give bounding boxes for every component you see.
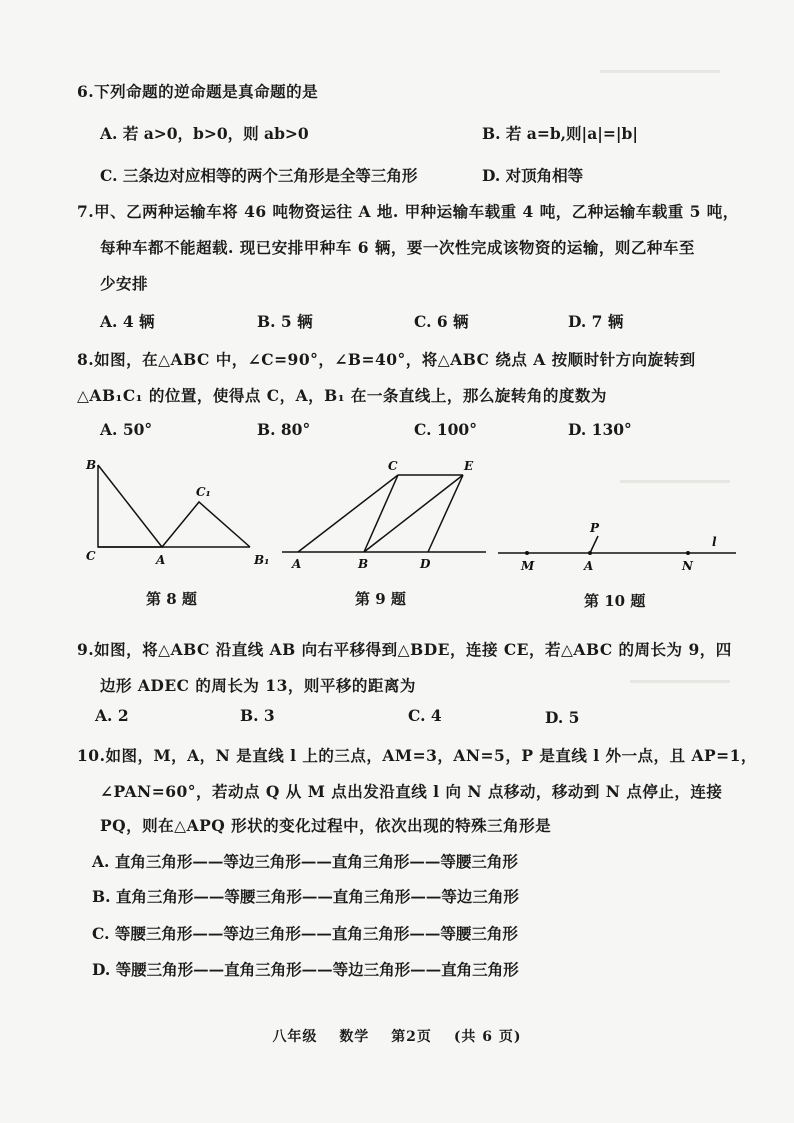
fig8-label-a: A bbox=[156, 553, 166, 567]
fig10-label-n: N bbox=[682, 559, 693, 573]
triangle-abc bbox=[98, 465, 162, 547]
segment-be bbox=[364, 475, 463, 552]
q7-option-b: B. 5 辆 bbox=[257, 312, 313, 331]
fig9-caption: 第 9 题 bbox=[355, 590, 406, 608]
fig8-label-c: C bbox=[86, 549, 96, 563]
q9-option-a: A. 2 bbox=[95, 706, 129, 725]
figures-row bbox=[0, 452, 794, 592]
bleed-mark bbox=[630, 680, 730, 683]
q9-line1: 9.如图，将△ABC 沿直线 AB 向右平移得到△BDE，连接 CE，若△ABC 的周长为 9，四 bbox=[77, 640, 732, 659]
q10-option-a: A. 直角三角形——等边三角形——直角三角形——等腰三角形 bbox=[92, 852, 518, 871]
q7-option-a: A. 4 辆 bbox=[100, 312, 155, 331]
fig8-caption: 第 8 题 bbox=[146, 590, 197, 608]
bleed-mark bbox=[600, 70, 720, 73]
q7-line3: 少安排 bbox=[100, 274, 149, 293]
fig9-label-a: A bbox=[292, 557, 302, 571]
q10-line3: PQ，则在△APQ 形状的变化过程中，依次出现的特殊三角形是 bbox=[100, 816, 552, 835]
fig8-label-b: B bbox=[86, 458, 97, 472]
fig10-caption: 第 10 题 bbox=[584, 592, 646, 610]
q6-option-b: B. 若 a=b,则|a|=|b| bbox=[482, 124, 638, 143]
q9-option-d: D. 5 bbox=[545, 708, 580, 727]
figure-9 bbox=[282, 475, 486, 552]
q9-line2: 边形 ADEC 的周长为 13，则平移的距离为 bbox=[100, 676, 416, 695]
q8-option-d: D. 130° bbox=[568, 420, 632, 439]
segment-ac bbox=[298, 475, 398, 552]
point-n bbox=[686, 551, 690, 555]
q10-option-d: D. 等腰三角形——直角三角形——等边三角形——直角三角形 bbox=[92, 960, 519, 979]
q6-option-a: A. 若 a>0，b>0，则 ab>0 bbox=[100, 124, 309, 143]
segment-bc bbox=[364, 475, 398, 552]
q6-option-c: C. 三条边对应相等的两个三角形是全等三角形 bbox=[100, 166, 418, 185]
q7-line1: 7.甲、乙两种运输车将 46 吨物资运往 A 地. 甲种运输车载重 4 吨，乙种运输车载重 5 吨， bbox=[77, 202, 739, 221]
q8-line1: 8.如图，在△ABC 中，∠C=90°，∠B=40°，将△ABC 绕点 A 按顺时针方向旋转到 bbox=[77, 350, 696, 369]
point-a bbox=[588, 551, 592, 555]
q6-stem: 6.下列命题的逆命题是真命题的是 bbox=[77, 82, 319, 101]
q7-option-c: C. 6 辆 bbox=[414, 312, 469, 331]
q10-line1: 10.如图，M，A，N 是直线 l 上的三点，AM=3，AN=5，P 是直线 l 外一点，且 AP=1， bbox=[77, 746, 757, 765]
fig10-label-l: l bbox=[712, 535, 717, 549]
fig9-label-e: E bbox=[464, 459, 474, 473]
fig9-label-b: B bbox=[358, 557, 369, 571]
figure-8 bbox=[98, 465, 250, 547]
fig8-label-b1: B₁ bbox=[254, 553, 270, 567]
q7-option-d: D. 7 辆 bbox=[568, 312, 624, 331]
footer-grade: 八年级 bbox=[272, 1029, 318, 1045]
q6-option-d: D. 对顶角相等 bbox=[482, 166, 584, 185]
fig9-label-d: D bbox=[420, 557, 431, 571]
q8-option-a: A. 50° bbox=[100, 420, 153, 439]
fig8-label-c1: C₁ bbox=[196, 485, 211, 499]
q9-option-c: C. 4 bbox=[408, 706, 442, 725]
q8-option-c: C. 100° bbox=[414, 420, 477, 439]
fig10-label-m: M bbox=[521, 559, 535, 573]
q9-option-b: B. 3 bbox=[240, 706, 275, 725]
footer-subject: 数学 bbox=[339, 1029, 370, 1045]
fig9-label-c: C bbox=[388, 459, 398, 473]
q8-line2: △AB₁C₁ 的位置，使得点 C，A，B₁ 在一条直线上，那么旋转角的度数为 bbox=[77, 386, 607, 405]
q8-option-b: B. 80° bbox=[257, 420, 311, 439]
figure-10 bbox=[498, 536, 736, 553]
q7-line2: 每种车都不能超载. 现已安排甲种车 6 辆，要一次性完成该物资的运输，则乙种车至 bbox=[100, 238, 695, 257]
segment-ap bbox=[590, 536, 598, 553]
q10-line2: ∠PAN=60°，若动点 Q 从 M 点出发沿直线 l 向 N 点移动，移动到 N 点停止，连接 bbox=[100, 782, 723, 801]
segment-de bbox=[428, 475, 463, 552]
footer-page: 第2页 bbox=[391, 1029, 432, 1045]
fig10-label-a: A bbox=[584, 559, 594, 573]
footer-total: (共 6 页) bbox=[453, 1029, 522, 1045]
fig10-label-p: P bbox=[590, 521, 600, 535]
page-footer bbox=[0, 1026, 794, 1046]
triangle-ab1c1 bbox=[162, 502, 250, 547]
q10-option-b: B. 直角三角形——等腰三角形——直角三角形——等边三角形 bbox=[92, 887, 519, 906]
q10-option-c: C. 等腰三角形——等边三角形——直角三角形——等腰三角形 bbox=[92, 924, 518, 943]
point-m bbox=[525, 551, 529, 555]
